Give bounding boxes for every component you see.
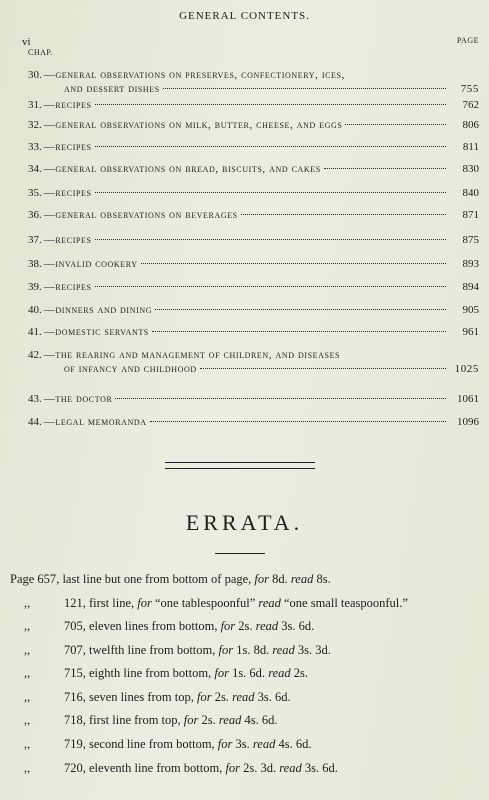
toc-entry <box>28 186 479 200</box>
errata-row: ,, 719, second line from bottom, for 3s. read 4s. 6d. <box>24 737 312 751</box>
errata-rule <box>215 553 265 554</box>
column-head-chapter: CHAP. <box>28 48 53 57</box>
chapter-title: —the doctor <box>43 393 113 405</box>
toc-entry <box>28 233 479 247</box>
chapter-title: —recipes <box>43 187 92 199</box>
chapter-number: 32. <box>28 119 42 131</box>
toc-entry <box>28 280 479 294</box>
chapter-page: 762 <box>462 99 479 111</box>
errata-row: ,, 705, eleven lines from bottom, for 2s. read 3s. 6d. <box>24 619 315 633</box>
chapter-title: —dinners and dining <box>43 304 153 316</box>
toc-entry <box>28 98 479 112</box>
toc-entry <box>28 325 479 339</box>
chapter-title-continued: and dessert dishes <box>64 83 160 95</box>
chapter-title-continued: of infancy and childhood <box>64 363 197 375</box>
chapter-page: 755 <box>460 83 479 95</box>
toc-entry <box>28 140 479 154</box>
chapter-title: —general observations on beverages <box>43 209 238 221</box>
chapter-number: 30. <box>28 69 42 81</box>
chapter-number: 44. <box>28 416 42 428</box>
chapter-title: —recipes <box>43 141 92 153</box>
toc-entry <box>28 257 479 271</box>
chapter-title: —recipes <box>43 281 92 293</box>
errata-row: ,, 715, eighth line from bottom, for 1s. 6d. read 2s. <box>24 666 309 680</box>
chapter-number: 43. <box>28 393 42 405</box>
chapter-page: 1061 <box>457 393 479 405</box>
chapter-page: 893 <box>462 258 479 270</box>
chapter-title: —general observations on bread, biscuits, and cakes <box>43 163 321 175</box>
chapter-number: 33. <box>28 141 42 153</box>
section-divider <box>165 462 315 469</box>
chapter-title: —domestic servants <box>43 326 149 338</box>
errata-row: ,, 121, first line, for “one tablespoonful” read “one small teaspoonful.” <box>24 596 408 610</box>
toc-entry <box>28 68 479 96</box>
chapter-page: 1025 <box>454 363 479 375</box>
chapter-title: —legal memoranda <box>43 416 147 428</box>
chapter-title: —recipes <box>43 99 92 111</box>
toc-entry <box>28 208 479 222</box>
errata-row: ,, 716, seven lines from top, for 2s. read 3s. 6d. <box>24 690 291 704</box>
chapter-page: 875 <box>462 234 479 246</box>
chapter-number: 35. <box>28 187 42 199</box>
chapter-page: 840 <box>462 187 479 199</box>
toc-entry <box>28 162 479 176</box>
errata-row: ,, 718, first line from top, for 2s. read 4s. 6d. <box>24 713 278 727</box>
running-head: GENERAL CONTENTS. <box>179 10 310 22</box>
errata-heading: ERRATA. <box>185 510 304 535</box>
chapter-page: 871 <box>462 209 479 221</box>
chapter-title: —general observations on preserves, confectionery, ices, <box>43 69 345 81</box>
chapter-page: 806 <box>462 119 479 131</box>
chapter-title: —invalid cookery <box>43 258 138 270</box>
chapter-number: 34. <box>28 163 42 175</box>
errata-row: ,, 707, twelfth line from bottom, for 1s. 8d. read 3s. 3d. <box>24 643 331 657</box>
chapter-number: 42. <box>28 349 42 361</box>
chapter-page: 961 <box>462 326 479 338</box>
toc-entry <box>28 415 479 429</box>
chapter-number: 31. <box>28 99 42 111</box>
chapter-number: 40. <box>28 304 42 316</box>
chapter-number: 37. <box>28 234 42 246</box>
chapter-title: —recipes <box>43 234 92 246</box>
column-head-page: PAGE <box>456 36 479 45</box>
toc-entry <box>28 392 479 406</box>
errata-row: ,, 720, eleventh line from bottom, for 2s. 3d. read 3s. 6d. <box>24 761 338 775</box>
chapter-title: —general observations on milk, butter, cheese, and eggs <box>43 119 343 131</box>
page-number: vi <box>22 36 31 48</box>
chapter-page: 905 <box>462 304 479 316</box>
chapter-title: —the rearing and management of children, and diseases <box>43 349 341 361</box>
chapter-page: 894 <box>462 281 479 293</box>
chapter-page: 830 <box>462 163 479 175</box>
toc-entry <box>28 348 479 376</box>
chapter-number: 39. <box>28 281 42 293</box>
toc-entry <box>28 303 479 317</box>
chapter-page: 1096 <box>457 416 479 428</box>
chapter-page: 811 <box>462 141 479 153</box>
errata-row: Page 657, last line but one from bottom of page, for 8d. read 8s. <box>10 572 331 586</box>
chapter-number: 41. <box>28 326 42 338</box>
toc-entry <box>28 118 479 132</box>
chapter-number: 36. <box>28 209 42 221</box>
chapter-number: 38. <box>28 258 42 270</box>
